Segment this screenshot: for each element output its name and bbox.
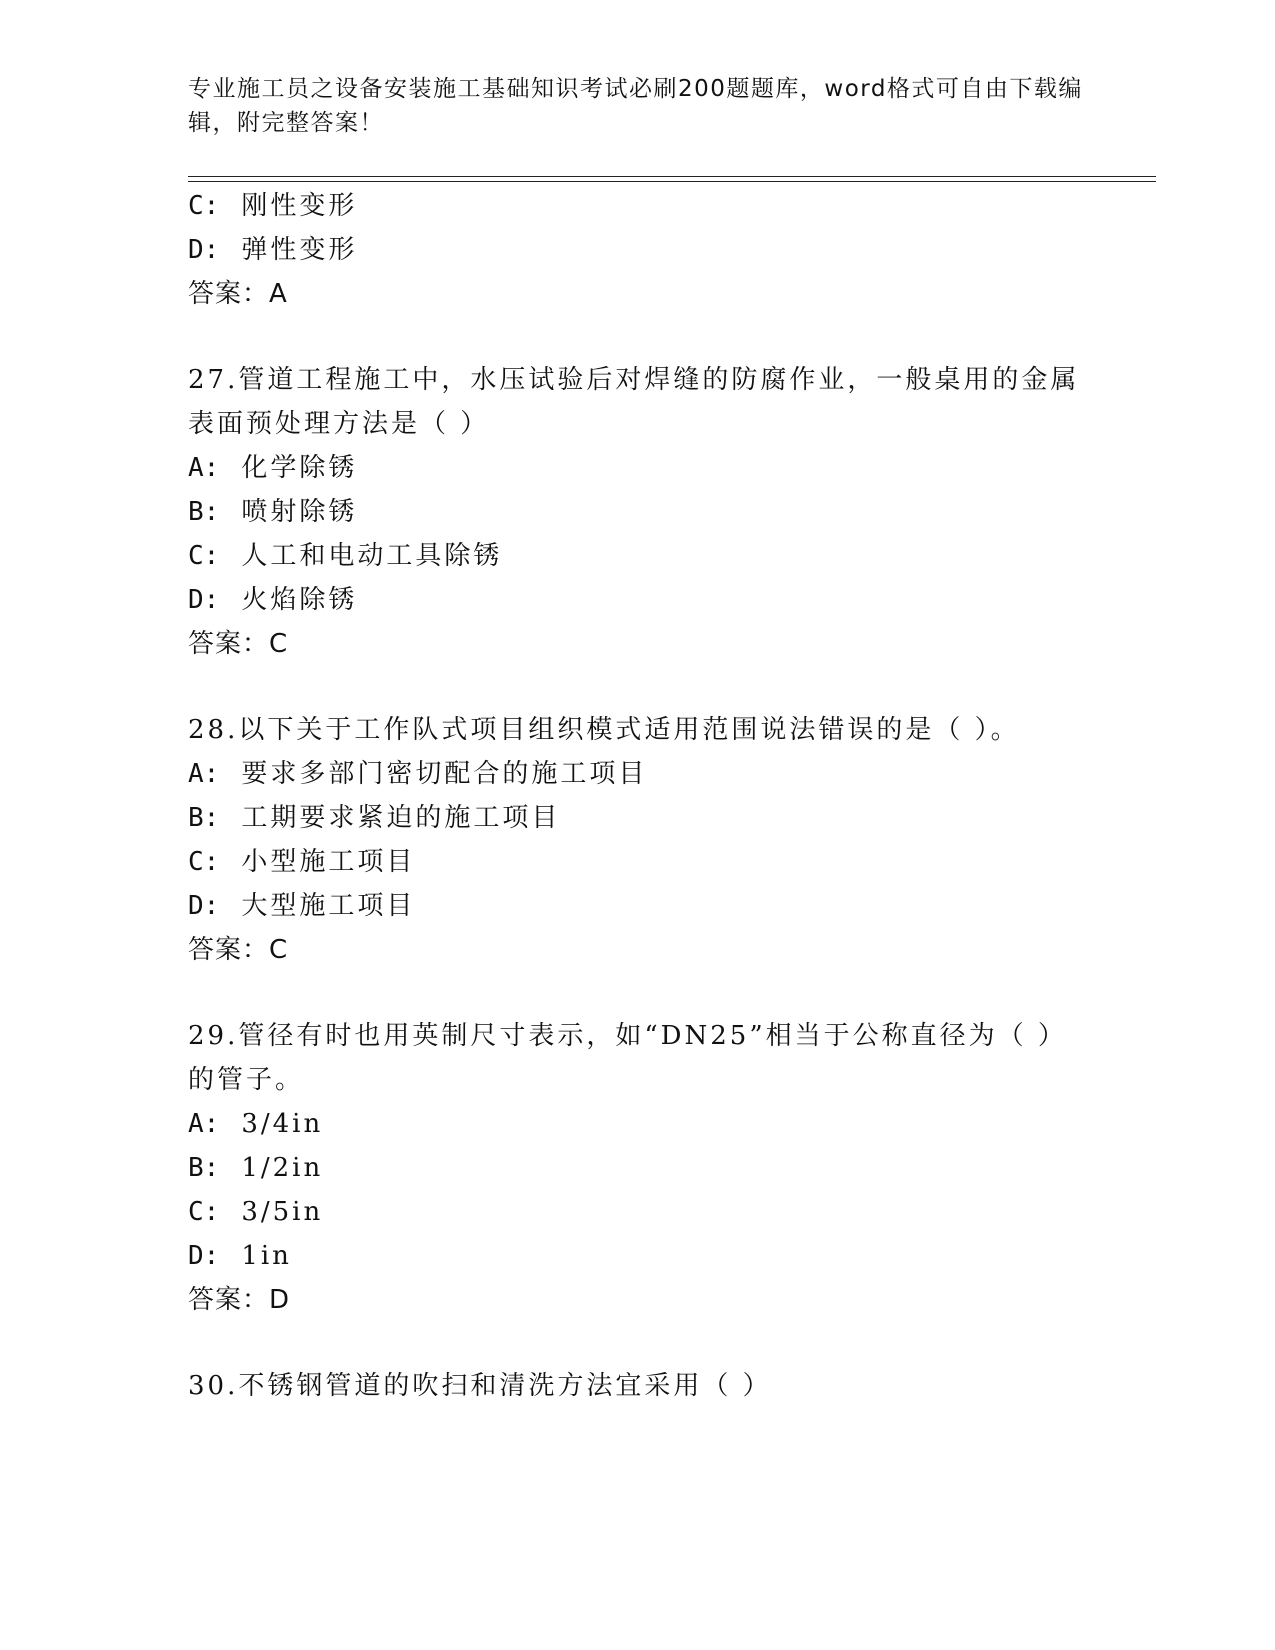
- answer-line: 答案：C: [188, 935, 289, 965]
- option-text: 1in: [241, 1241, 292, 1271]
- option-key: C:: [188, 191, 220, 221]
- option-text: 小型施工项目: [241, 847, 416, 877]
- question-29-line-2: 的管子。: [188, 1065, 305, 1095]
- option-b: [188, 800, 560, 836]
- question-29-line-1: 29.管径有时也用英制尺寸表示，如“DN25”相当于公称直径为（ ）: [188, 1021, 1067, 1051]
- option-c: [188, 844, 415, 880]
- option-a: [188, 450, 357, 486]
- answer-line: 答案：A: [188, 279, 288, 309]
- question-27-line-2: 表面预处理方法是（ ）: [188, 409, 490, 439]
- option-key: D:: [188, 891, 220, 921]
- option-c: [188, 188, 357, 224]
- option-key: D:: [188, 585, 220, 615]
- header-divider-top: [188, 176, 1156, 177]
- option-key: C:: [188, 847, 220, 877]
- option-d: [188, 888, 415, 924]
- option-text: 喷射除锈: [241, 497, 358, 527]
- option-key: A:: [188, 1109, 220, 1139]
- option-text: 要求多部门密切配合的施工项目: [241, 759, 648, 789]
- option-a: [188, 756, 647, 792]
- option-d: [188, 1238, 292, 1274]
- answer-line: 答案：C: [188, 629, 289, 659]
- option-text: 1/2in: [241, 1153, 324, 1183]
- option-d: [188, 582, 357, 618]
- question-27-line-1: 27.管道工程施工中，水压试验后对焊缝的防腐作业，一般桌用的金属: [188, 365, 1080, 395]
- option-key: D:: [188, 1241, 220, 1271]
- option-text: 工期要求紧迫的施工项目: [241, 803, 561, 833]
- option-c: [188, 538, 502, 574]
- option-key: B:: [188, 803, 220, 833]
- option-text: 化学除锈: [241, 453, 358, 483]
- option-key: C:: [188, 1197, 220, 1227]
- option-key: B:: [188, 497, 220, 527]
- header-divider-bottom: [188, 181, 1156, 182]
- question-30-line-1: 30.不锈钢管道的吹扫和清洗方法宜采用（ ）: [188, 1371, 772, 1401]
- option-text: 火焰除锈: [241, 585, 358, 615]
- option-b: [188, 494, 357, 530]
- option-key: B:: [188, 1153, 220, 1183]
- answer-line: 答案：D: [188, 1285, 291, 1315]
- option-d: [188, 232, 357, 268]
- option-a: [188, 1106, 323, 1142]
- option-key: A:: [188, 759, 220, 789]
- option-key: D:: [188, 235, 220, 265]
- option-text: 3/4in: [241, 1109, 324, 1139]
- option-text: 人工和电动工具除锈: [241, 541, 503, 571]
- option-key: C:: [188, 541, 220, 571]
- option-b: [188, 1150, 323, 1186]
- document-header: 专业施工员之设备安装施工基础知识考试必刷200题题库，word格式可自由下载编辑，附完整答案！: [188, 76, 1083, 136]
- option-key: A:: [188, 453, 220, 483]
- option-text: 3/5in: [241, 1197, 324, 1227]
- question-28-line-1: 28.以下关于工作队式项目组织模式适用范围说法错误的是（ ）。: [188, 715, 1020, 745]
- option-text: 刚性变形: [241, 191, 358, 221]
- option-text: 弹性变形: [241, 235, 358, 265]
- option-text: 大型施工项目: [241, 891, 416, 921]
- option-c: [188, 1194, 323, 1230]
